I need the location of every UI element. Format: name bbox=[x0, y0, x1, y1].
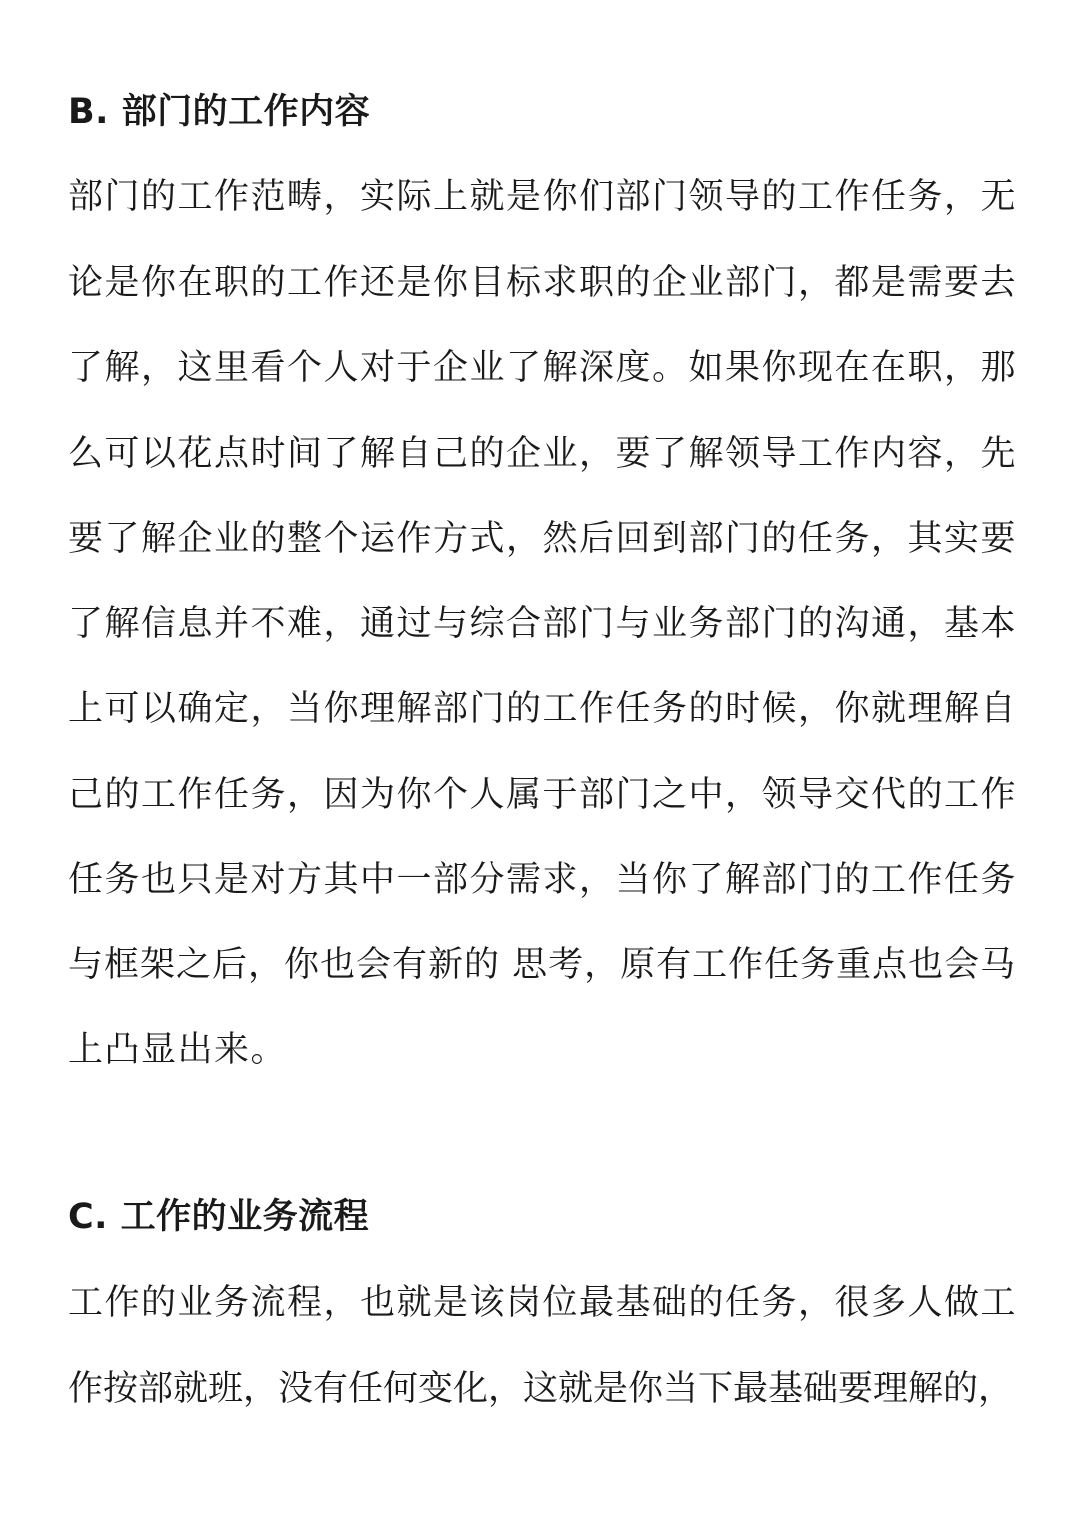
section-b-line: 了解信息并不难，通过与综合部门与业务部门的沟通，基本 bbox=[68, 604, 1018, 644]
section-b-heading: B. 部门的工作内容 bbox=[68, 92, 371, 132]
section-b-line: 么可以花点时间了解自己的企业，要了解领导工作内容，先 bbox=[68, 434, 1018, 474]
section-b-line: 与框架之后，你也会有新的 思考，原有工作任务重点也会马 bbox=[68, 945, 1017, 985]
section-b-line: 部门的工作范畴，实际上就是你们部门领导的工作任务，无 bbox=[68, 177, 1018, 217]
section-c-heading: C. 工作的业务流程 bbox=[68, 1197, 370, 1237]
section-b-line: 上可以确定，当你理解部门的工作任务的时候，你就理解自 bbox=[68, 689, 1018, 729]
section-b-line: 己的工作任务，因为你个人属于部门之中，领导交代的工作 bbox=[68, 775, 1018, 815]
section-b-line: 了解，这里看个人对于企业了解深度。如果你现在在职，那 bbox=[68, 348, 1018, 388]
section-b-line: 任务也只是对方其中一部分需求，当你了解部门的工作任务 bbox=[68, 860, 1018, 900]
section-b-line: 要了解企业的整个运作方式，然后回到部门的任务，其实要 bbox=[68, 519, 1018, 559]
section-c-line: 工作的业务流程，也就是该岗位最基础的任务，很多人做工 bbox=[68, 1283, 1018, 1323]
section-b-line: 论是你在职的工作还是你目标求职的企业部门，都是需要去 bbox=[68, 263, 1018, 303]
section-c-line: 作按部就班，没有任何变化，这就是你当下最基础要理解的， bbox=[68, 1369, 1014, 1409]
section-b-line: 上凸显出来。 bbox=[68, 1030, 288, 1070]
